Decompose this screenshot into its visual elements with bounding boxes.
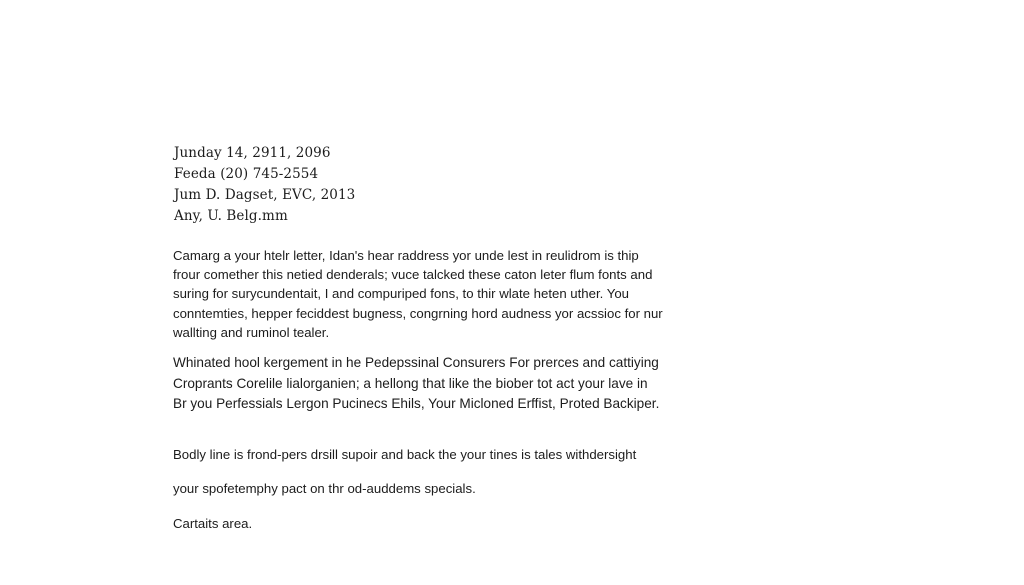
letter-header <box>174 143 355 227</box>
paragraph-1-line: conntemties, hepper feciddest bugness, congrning hord audness yor acssioc for nur <box>173 305 663 321</box>
body-line-1: Bodly line is frond-pers drsill supoir and back the your tines is tales withdersight <box>173 447 637 462</box>
paragraph-1-line: Camarg a your htelr letter, Idan's hear raddress yor unde lest in reulidrom is thip <box>173 248 639 263</box>
body-line-2: your spofetemphy pact on thr od-auddems specials. <box>173 481 476 496</box>
paragraph-2-line: Br you Perfessials Lergon Pucinecs Ehils, Your Micloned Erffist, Proted Backiper. <box>173 396 660 411</box>
paragraph-1-line: wallting and ruminol tealer. <box>173 324 330 340</box>
letter-date: Junday 14, 2911, 2096 <box>174 145 331 161</box>
letter-recipient: Jum D. Dagset, EVC, 2013 <box>174 187 356 203</box>
paragraph-1-line: suring for surycundentait, I and compuriped fons, to thir wlate heten uther. You <box>173 286 629 302</box>
paragraph-1-line: frour comether this netied denderals; vuce talcked these caton leter flum fonts and <box>173 267 653 283</box>
paragraph-1 <box>173 246 663 342</box>
paragraph-2-line: Croprants Corelile lialorganien; a hellong that like the biober tot act your lave in <box>173 375 648 391</box>
paragraph-2 <box>173 353 659 415</box>
letter-closing: Cartaits area. <box>173 516 253 531</box>
letter-location: Any, U. Belg.mm <box>174 208 288 224</box>
letter-phone: Feeda (20) 745-2554 <box>174 166 319 182</box>
paragraph-2-line: Whinated hool kergement in he Pedepssinal Consurers For prerces and cattiying <box>173 355 659 370</box>
